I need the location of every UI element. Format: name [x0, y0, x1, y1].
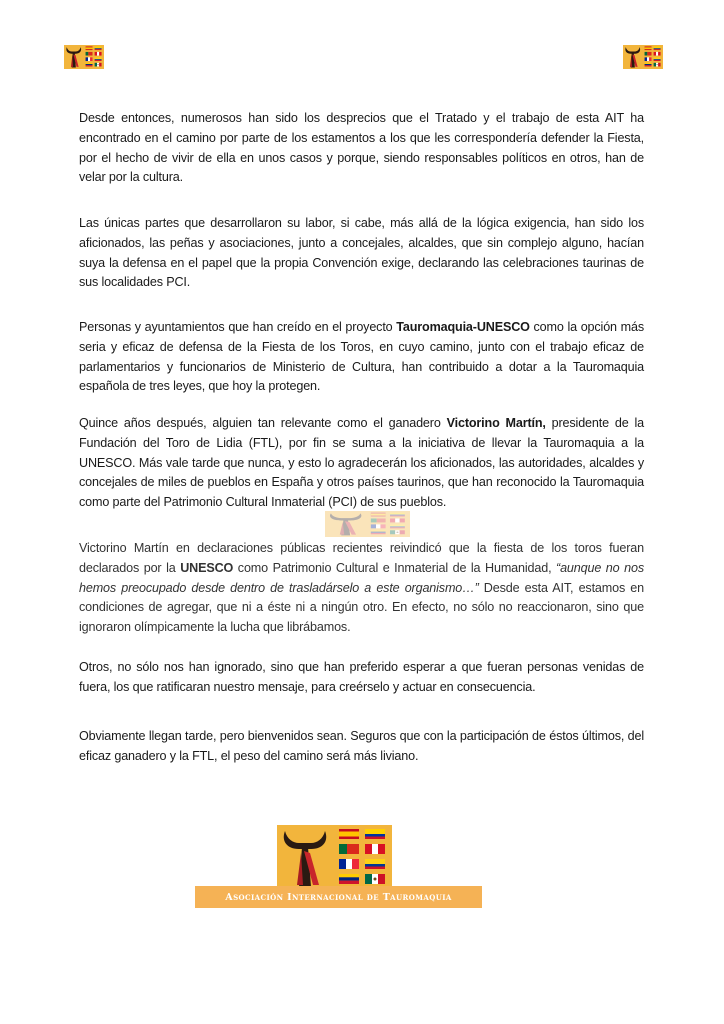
- association-banner: [195, 886, 482, 908]
- paragraph-3: [79, 318, 644, 397]
- text-span: Victorino Martín en declaraciones públicas recientes reivindicó que la fiesta de los toros fueran declarados por la: [79, 541, 644, 575]
- paragraph-5: [79, 539, 644, 638]
- text-span: como la opción más seria y eficaz de defensa de la Fiesta de los Toros, en cuyo camino, junto con el trabajo eficaz de parlamentarios y funcionarios de Ministerio de Cultura, han contribuido a dotar a la Tauromaquia española de tres leyes, que hoy la protegen.: [79, 320, 644, 394]
- text-span: como Patrimonio Cultural e Inmaterial de la Humanidad,: [233, 560, 557, 575]
- watermark-logo-icon: [325, 511, 410, 537]
- ait-logo-icon: [277, 825, 392, 891]
- paragraph-6: Otros, no sólo nos han ignorado, sino que han preferido esperar a que fueran personas venidas de fuera, los que ratificaran nuestro mensaje, para creérselo y actuar en consecuencia.: [79, 660, 644, 694]
- bold-text: Tauromaquia-UNESCO: [396, 320, 530, 334]
- ait-logo-icon: [623, 45, 663, 69]
- text-span: Personas y ayuntamientos que han creído en el proyecto: [79, 320, 397, 334]
- paragraph-4: [79, 414, 644, 513]
- bold-text: UNESCO: [180, 560, 234, 575]
- paragraph-2: Las únicas partes que desarrollaron su labor, si cabe, más allá de la lógica exigencia, han sido los aficionados, las peñas y asociaciones, junto a concejales, alcaldes, que sin complejo alguno, hacían suya la defensa en el papel que la propia Convención exige, declarando las celebraciones taurinas de sus localidades PCI.: [79, 216, 644, 290]
- text-span: Quince años después, alguien tan relevante como el ganadero: [79, 416, 447, 430]
- text-span: Desde esta AIT, estamos en condiciones de agregar, que ni a éste ni a ningún otro. En efecto, no sólo no reaccionaron, sino que ignoraron olímpicamente la lucha que librábamos.: [79, 580, 644, 635]
- ait-logo-icon: [64, 45, 104, 69]
- paragraph-1: Desde entonces, numerosos han sido los desprecios que el Tratado y el trabajo de esta AIT ha encontrado en el camino por parte de los estamentos a los que les correspondería defender la Fiesta, por el hecho de vivir de ella en unos casos y porque, siendo responsables políticos en otros, han de velar por la cultura.: [79, 111, 644, 185]
- association-name: Asociación Internacional de Tauromaquia: [225, 891, 452, 903]
- bold-text: Victorino Martín,: [446, 416, 546, 430]
- text-span: presidente de la Fundación del Toro de Lidia (FTL), por fin se suma a la iniciativa de llevar la Tauromaquia a la UNESCO. Más vale tarde que nunca, y esto lo agradecerán los aficionados, las autoridades, alcaldes y concejales de miles de pueblos en España y otros países taurinos, que han reconocido la Tauromaquia como parte del Patrimonio Cultural Inmaterial (PCI) de sus pueblos.: [79, 416, 644, 510]
- quote-text: “aunque no nos hemos preocupado desde dentro de trasladárselo a este organismo…”: [79, 560, 644, 595]
- paragraph-7: Obviamente llegan tarde, pero bienvenidos sean. Seguros que con la participación de éstos últimos, del eficaz ganadero y la FTL, el peso del camino será más liviano.: [79, 729, 644, 763]
